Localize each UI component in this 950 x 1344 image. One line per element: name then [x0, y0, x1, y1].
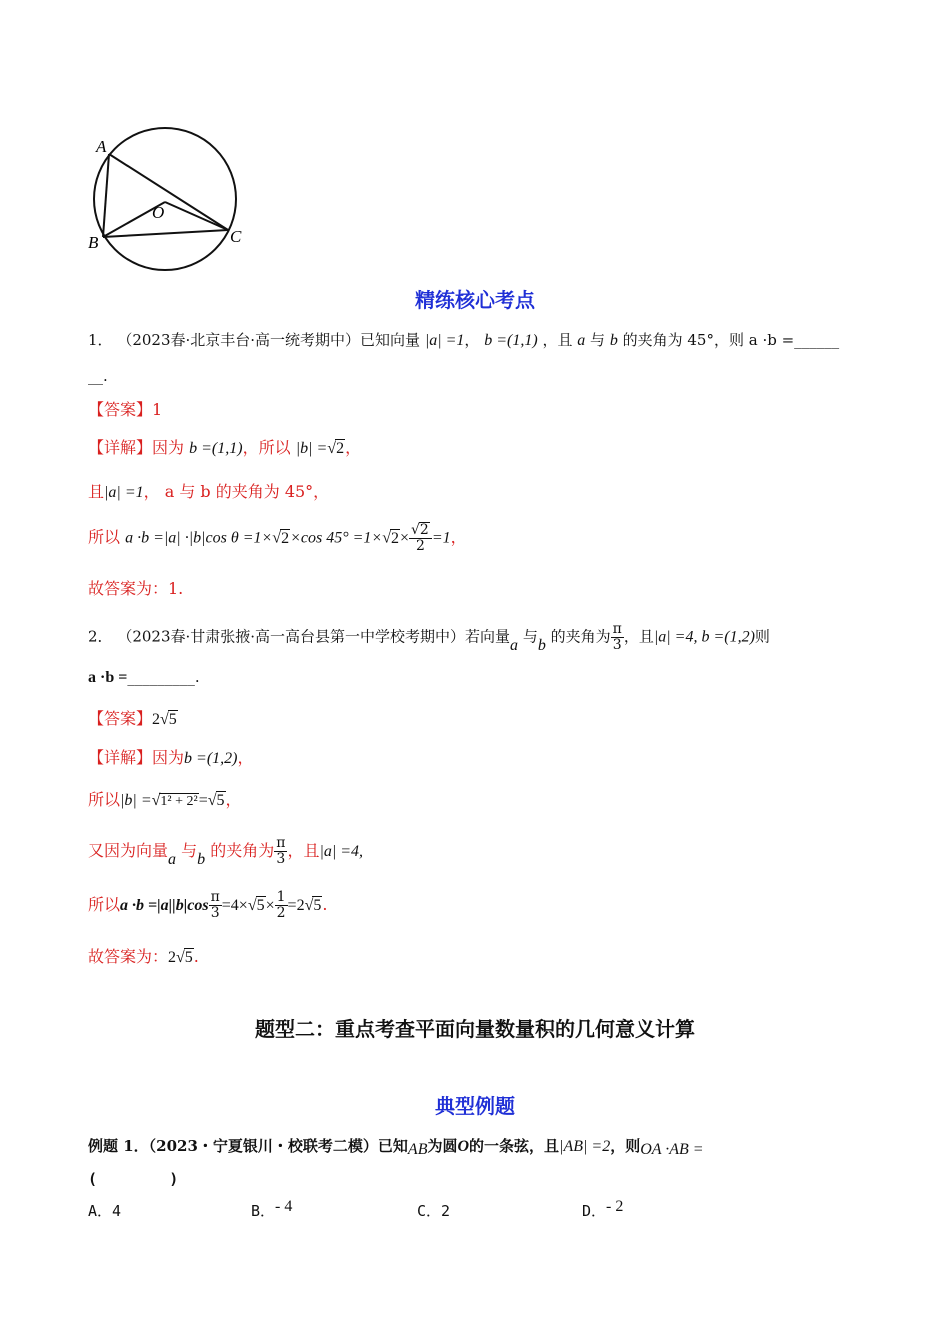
q1-conclusion: 故答案为：1. — [88, 579, 184, 598]
q2-detail-l2-expr2: = — [198, 792, 208, 809]
option-a-value: 4 — [112, 1202, 122, 1220]
q2-var-a: a — [510, 636, 519, 654]
segment-oc — [165, 202, 228, 230]
q2-answer-sqrt: 5 — [168, 711, 177, 728]
example1-label: 例题 1．（2023・宁夏银川・校联考二模）已知 — [88, 1137, 408, 1155]
q2-detail-l2-end: ， — [225, 790, 242, 809]
q2-detail-l4-frac-pi-num: π — [210, 889, 220, 905]
option-b-value: - 4 — [275, 1198, 293, 1215]
q2-detail-l4-expr: a ·b =|a||b|cos — [120, 897, 209, 914]
q1-var-b: b — [609, 332, 618, 349]
q1-detail-l1-expr2: |b| = — [295, 440, 328, 457]
q2-detail-l4-expr3: × — [265, 897, 275, 914]
q2-detail-l4-frac-den: 2 — [276, 905, 286, 921]
label-o: O — [152, 203, 165, 222]
q2-detail-l1-text: 因为 — [152, 748, 185, 767]
q2-line2-expr: a ·b = — [88, 669, 128, 686]
example1-option-b[interactable] — [251, 1200, 292, 1221]
q2-frac-num: π — [612, 621, 622, 637]
q2-text-then: 则 — [754, 627, 770, 646]
q2-detail-l3-text3: 的夹角为 — [210, 841, 275, 860]
q1-detail-l3-frac-num: 2 — [419, 522, 429, 538]
q2-conclusion-end: . — [193, 947, 199, 966]
q2-detail-line2: 所以|b| =√1² + 2²=√5， — [88, 790, 242, 809]
q2-source: （2023春·甘肃张掖·高一高台县第一中学校考期中）若向量 — [117, 627, 511, 646]
q2-conclusion-coef: 2 — [168, 949, 177, 966]
q1-detail-l3-expr3: =1 — [431, 529, 451, 547]
q2-detail-line1 — [88, 745, 254, 768]
q1-detail-l3-text: 所以 — [88, 527, 121, 547]
q2-text-angle: 的夹角为 — [550, 627, 611, 646]
q1-detail-l1-text: 因为 — [152, 438, 185, 457]
q2-detail-l3-text2: 与 — [181, 841, 198, 860]
example1-option-d[interactable] — [582, 1200, 623, 1221]
q2-detail-l2-text: 所以 — [88, 790, 121, 809]
q2-line — [88, 622, 770, 653]
q2-detail-l4-end: . — [322, 895, 328, 914]
q1-detail-l3-end: ， — [450, 527, 467, 547]
q2-detail-line4: 所以a ·b =|a||b|cos $\frac{\pi}{3}$ =4×√5× $\frac{1}{2}$ =2√5. — [88, 889, 328, 921]
q1-detail-l3-sqrt: 2 — [281, 529, 290, 547]
q2-detail-l4-sqrt: 5 — [256, 897, 265, 914]
q1-detail-l1-expr: b =(1,1) — [189, 440, 243, 457]
q1-detail-l1-text2: ，所以 — [242, 438, 291, 457]
q2-conclusion: 故答案为：2√5. — [88, 947, 199, 966]
q2-detail-l4-text: 所以 — [88, 895, 121, 914]
label-a: A — [96, 137, 107, 156]
segment-ac — [109, 154, 228, 230]
q2-line2 — [88, 668, 200, 687]
q1-var-a: a — [577, 332, 586, 349]
segment-bc — [103, 230, 228, 237]
q2-answer-coef: 2 — [152, 711, 161, 728]
q2-detail-l3-expr: |a| =4, — [319, 843, 364, 860]
q2-text-yu: 与 — [522, 627, 538, 646]
q2-expr-cond: |a| =4, b =(1,2) — [653, 628, 755, 646]
q2-detail-l4-frac — [275, 890, 288, 921]
q2-detail-l3-frac — [274, 836, 287, 867]
q2-detail-line3 — [88, 836, 363, 867]
option-a-letter: A． — [88, 1202, 113, 1220]
q2-detail-l3-var-b: b — [197, 851, 206, 868]
q1-detail-l3-frac: $\frac{√2}{2}$ — [409, 522, 432, 554]
q1-detail-line3: 所以 a ·b =|a| ·|b|cos θ =1×√2×cos 45° =1×√2× $\frac{√2}{2}$ =1， — [88, 522, 467, 554]
example1-line — [88, 1135, 704, 1156]
q1-expr-a-norm: |a| =1 — [424, 332, 465, 349]
q2-line2-blank: _________. — [127, 668, 200, 686]
q2-detail-label: 【详解】 — [88, 748, 153, 767]
q2-conclusion-sqrt: 5 — [184, 949, 193, 966]
q2-detail-l4-frac-pi — [209, 890, 222, 921]
q2-var-b: b — [537, 636, 546, 654]
example1-text-mid2: 的一条弦，且 — [469, 1137, 560, 1155]
q1-detail-l3-sqrt2: 2 — [390, 529, 399, 547]
q1-detail-l2-text2: ， a 与 b 的夹角为 45°， — [143, 482, 330, 501]
example1-expr-norm: |AB| =2 — [559, 1138, 611, 1155]
q2-number: 2． — [88, 627, 113, 646]
topic-title: 题型二：重点考查平面向量数量积的几何意义计算 — [255, 1017, 695, 1041]
q1-detail-line2 — [88, 479, 329, 502]
q2-detail-l3-text4: ，且 — [287, 841, 320, 860]
example1-option-a[interactable] — [88, 1200, 121, 1221]
q1-detail-l3-expr2: ×cos 45° =1× — [290, 529, 383, 547]
q1-detail-l1-sqrt: 2 — [336, 440, 345, 457]
q1-answer-value: 1 — [152, 400, 163, 419]
option-b-letter: B． — [251, 1202, 276, 1220]
q2-detail-l3-text: 又因为向量 — [88, 841, 169, 860]
example1-expr-dot: OA ·AB = — [640, 1141, 704, 1158]
example1-text-mid: 为圆 — [427, 1137, 458, 1155]
option-c-letter: C． — [417, 1202, 442, 1220]
example1-option-c[interactable] — [417, 1200, 450, 1221]
q2-detail-l2-expr: |b| = — [120, 792, 152, 809]
q2-answer: 【答案】2√5 — [88, 709, 177, 728]
q2-detail-l1-end: ， — [237, 748, 254, 767]
option-d-letter: D． — [582, 1202, 607, 1220]
q1-text-yu: 与 — [590, 331, 606, 349]
q1-detail-l3-expr: a ·b =|a| ·|b|cos θ =1× — [125, 529, 273, 547]
q1-expr-b: b =(1,1) — [484, 332, 538, 349]
q2-detail-l4-expr2: =4× — [221, 897, 248, 914]
q2-conclusion-text: 故答案为： — [88, 947, 169, 966]
example1-expr-ab: AB — [407, 1141, 428, 1158]
q2-detail-l1-expr: b =(1,2) — [184, 750, 238, 767]
q2-detail-l4-frac-num: 1 — [276, 889, 286, 905]
q2-frac-den: 3 — [612, 637, 622, 653]
q1-blank-cont: __. — [88, 367, 108, 385]
q1-answer-label: 【答案】 — [88, 400, 153, 419]
q2-detail-l3-frac-den: 3 — [276, 851, 286, 867]
circle-triangle-figure — [80, 120, 260, 280]
q2-detail-l4-expr4: =2 — [287, 897, 305, 914]
section-title: 精练核心考点 — [415, 288, 535, 312]
example1-paren: ( ) — [88, 1170, 179, 1188]
q2-detail-l2-sqrt: 1² + 2² — [160, 794, 198, 809]
segment-ab — [103, 154, 109, 237]
q1-line: 1． （2023春·北京丰台·高一统考期中）已知向量 |a| =1， b =(1,1) ，且 a 与 b 的夹角为 45°，则 a ·b =______ — [88, 331, 840, 349]
q2-detail-l3-var-a: a — [168, 851, 177, 868]
q2-detail-l2-sqrt2: 5 — [216, 792, 225, 809]
q1-detail-l2-text: 且 — [88, 482, 105, 501]
q1-source: （2023春·北京丰台·高一统考期中）已知向量 — [117, 331, 421, 349]
q2-answer-label: 【答案】 — [88, 709, 153, 728]
q1-text-angle: 的夹角为 45°，则 a ·b =______ — [622, 331, 840, 349]
q2-text-and: ，且 — [623, 627, 654, 646]
q1-detail-l2-expr: |a| =1 — [104, 484, 144, 501]
q1-number: 1． — [88, 331, 113, 349]
circumcircle — [94, 128, 236, 270]
option-d-value: - 2 — [606, 1198, 624, 1215]
q1-detail-label: 【详解】 — [88, 438, 153, 457]
example1-text-then: ，则 — [610, 1137, 641, 1155]
label-b: B — [88, 233, 99, 252]
label-c: C — [230, 227, 242, 246]
q1-detail-line1: 【详解】因为 b =(1,1)，所以 |b| =√2， — [88, 438, 362, 457]
q2-frac — [611, 622, 624, 653]
q1-text-mid: ，且 — [542, 331, 573, 349]
q2-detail-l4-sqrt2: 5 — [313, 897, 322, 914]
q2-detail-l3-frac-num: π — [276, 835, 286, 851]
option-c-value: 2 — [441, 1202, 451, 1220]
example1-circle-o: O — [457, 1138, 470, 1155]
example-title: 典型例题 — [435, 1094, 515, 1118]
q2-detail-l4-frac-pi-den: 3 — [210, 905, 220, 921]
q1-answer — [88, 397, 162, 420]
